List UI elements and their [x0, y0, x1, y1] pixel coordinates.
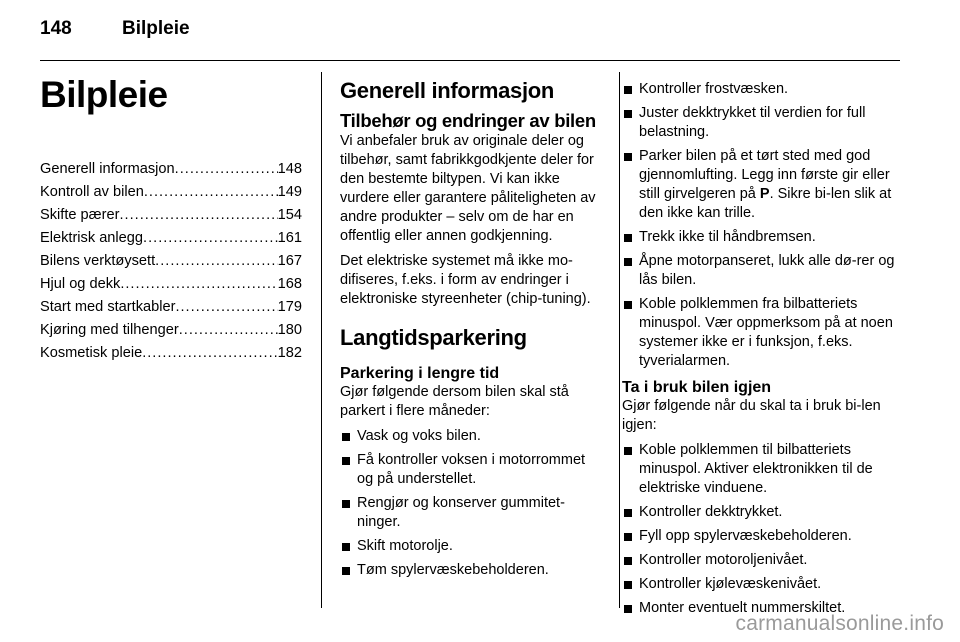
toc-leader-dots — [144, 181, 278, 204]
storage-list-part2 — [622, 80, 902, 371]
header-rule — [40, 60, 900, 61]
list-item: Få kontroller voksen i motorrommet og på understellet. — [340, 451, 604, 489]
list-item: Trekk ikke til håndbremsen. — [622, 228, 902, 247]
storage-subheading: Parkering i lengre tid — [340, 365, 500, 382]
toc-entry-title: Bilens verktøysett — [40, 253, 156, 269]
content-column-middle — [340, 72, 604, 585]
list-item: Koble polklemmen fra bilbatteriets minuspol. Vær oppmerksom på at noen systemer ikke er i funksjon, f.eks. tyverialarmen. — [622, 295, 902, 371]
header-title: Bilpleie — [122, 18, 190, 39]
park-item-text-after: . Sikre bi-len slik at den ikke kan trille. — [639, 186, 892, 221]
toc-entry-title: Kontroll av bilen — [40, 184, 144, 200]
park-item-text-before: Parker bilen på et tørt sted med god gjennomlufting. Legg inn første gir eller still girvelgeren på — [639, 148, 890, 202]
list-item: Kontroller motoroljenivået. — [622, 551, 902, 570]
list-item — [622, 147, 902, 223]
chapter-title: Bilpleie — [40, 74, 168, 115]
toc-entry-page: 154 — [277, 207, 302, 223]
toc-entry-page: 168 — [277, 276, 302, 292]
column-divider-left — [321, 72, 322, 608]
toc-entry-title: Start med startkabler — [40, 299, 176, 315]
list-item: Monter eventuelt nummerskiltet. — [622, 599, 902, 618]
toc-entry-page: 180 — [277, 322, 302, 338]
toc-leader-dots — [119, 204, 277, 227]
column-divider-right — [619, 72, 620, 608]
accessories-paragraph: Vi anbefaler bruk av originale deler og tilbehør, samt fabrikkgodkjente deler for den bestemte biltypen. Vi kan ikke vurdere eller garantere påliteligheten av andre produkter – selv om de har en offentlig eller annen godkjenning. — [340, 133, 596, 244]
toc-entry-page: 148 — [277, 161, 302, 177]
toc-entry-title: Hjul og dekk — [40, 276, 121, 292]
toc-leader-dots — [175, 158, 278, 181]
toc-entry[interactable] — [40, 204, 302, 227]
toc-column — [40, 72, 302, 365]
restart-list — [622, 441, 902, 618]
toc-entry[interactable] — [40, 250, 302, 273]
storage-list-part1 — [340, 427, 604, 580]
toc-entry-title: Skifte pærer — [40, 207, 120, 223]
list-item: Koble polklemmen til bilbatteriets minuspol. Aktiver elektronikken til de elektriske vinduene. — [622, 441, 902, 498]
restart-intro: Gjør følgende når du skal ta i bruk bi-len igjen: — [622, 398, 881, 433]
electrical-paragraph: Det elektriske systemet må ikke mo-difiseres, f.eks. i form av endringer i elektroniske styreenheter (chip-tuning). — [340, 253, 591, 307]
toc-entry[interactable] — [40, 273, 302, 296]
list-item: Fyll opp spylervæskebeholderen. — [622, 527, 902, 546]
toc-leader-dots — [175, 296, 277, 319]
toc-entry[interactable] — [40, 296, 302, 319]
list-item: Kontroller kjølevæskenivået. — [622, 575, 902, 594]
toc-entry-page: 182 — [277, 345, 302, 361]
toc-entry[interactable] — [40, 342, 302, 365]
list-item: Juster dekktrykket til verdien for full belastning. — [622, 104, 902, 142]
toc-entry[interactable] — [40, 227, 302, 250]
list-item: Rengjør og konserver gummitet-ninger. — [340, 494, 604, 532]
list-item: Kontroller dekktrykket. — [622, 503, 902, 522]
storage-heading: Langtidsparkering — [340, 325, 527, 350]
toc-leader-dots — [143, 227, 278, 250]
toc-leader-dots — [155, 250, 277, 273]
list-item: Åpne motorpanseret, lukk alle dø-rer og lås bilen. — [622, 252, 902, 290]
toc-entry[interactable] — [40, 181, 302, 204]
toc-leader-dots — [179, 319, 278, 342]
toc-entry-title: Elektrisk anlegg — [40, 230, 144, 246]
toc-leader-dots — [142, 342, 277, 365]
toc-leader-dots — [120, 273, 277, 296]
page-header — [40, 18, 190, 40]
list-item: Vask og voks bilen. — [340, 427, 604, 446]
accessories-heading: Tilbehør og endringer av bilen — [340, 110, 596, 131]
list-item: Skift motorolje. — [340, 537, 604, 556]
storage-intro: Gjør følgende dersom bilen skal stå parkert i flere måneder: — [340, 384, 569, 419]
toc-entry[interactable] — [40, 319, 302, 342]
park-gear-symbol: P — [759, 186, 770, 202]
toc-entry-title: Kosmetisk pleie — [40, 345, 143, 361]
content-column-right — [622, 80, 902, 623]
list-item: Kontroller frostvæsken. — [622, 80, 902, 99]
toc-entry-page: 167 — [277, 253, 302, 269]
toc-entry-title: Generell informasjon — [40, 161, 175, 177]
restart-heading: Ta i bruk bilen igjen — [622, 379, 772, 396]
watermark: carmanualsonline.info — [735, 612, 944, 635]
toc-entry-page: 179 — [277, 299, 302, 315]
toc-entry[interactable] — [40, 158, 302, 181]
page-number: 148 — [40, 18, 72, 39]
toc-entry-title: Kjøring med tilhenger — [40, 322, 179, 338]
list-item: Tøm spylervæskebeholderen. — [340, 561, 604, 580]
toc-entry-page: 161 — [277, 230, 302, 246]
table-of-contents — [40, 158, 302, 365]
general-heading: Generell informasjon — [340, 78, 555, 103]
toc-entry-page: 149 — [277, 184, 302, 200]
